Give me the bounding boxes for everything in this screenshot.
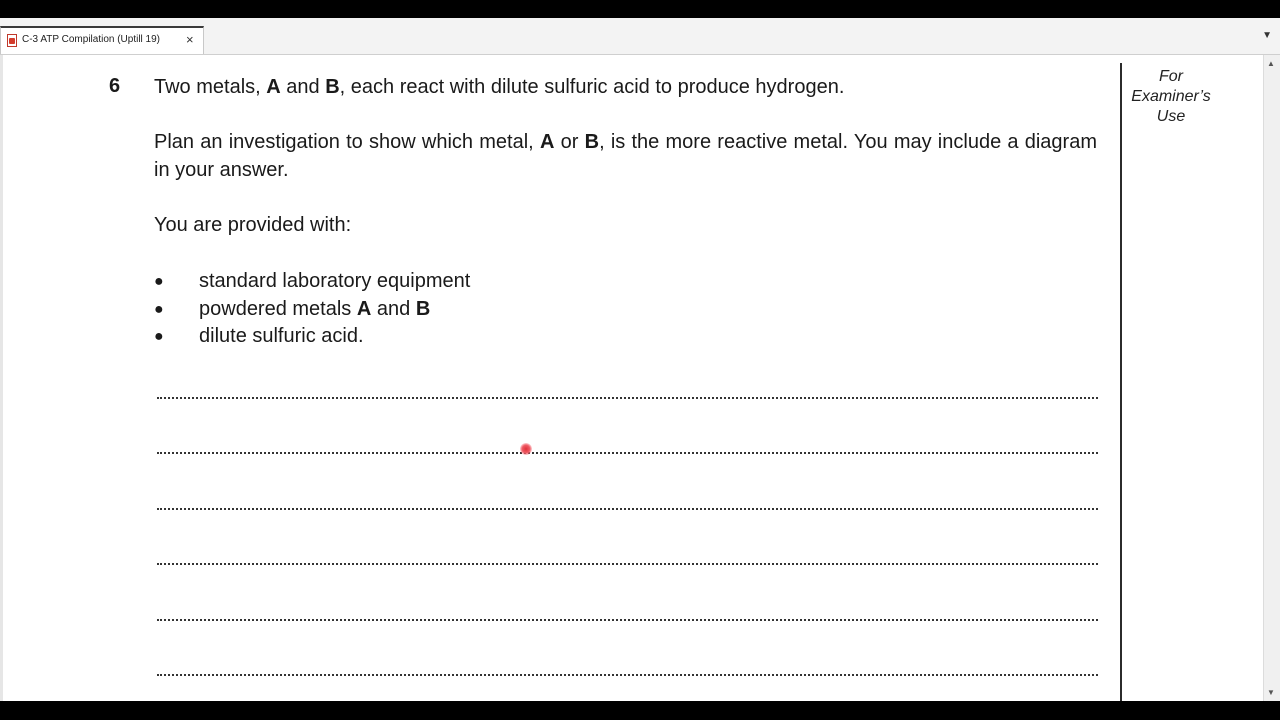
pdf-page	[3, 55, 1263, 701]
question-number: 6	[109, 75, 121, 97]
close-tab-icon[interactable]: ×	[186, 32, 194, 47]
plan-text-2: or	[554, 131, 585, 153]
plan-text-3: , is the more reactive metal. You may include a diagram in your answer.	[154, 131, 1097, 181]
tab-bar	[0, 18, 1280, 55]
list-metal-b: B	[415, 297, 431, 320]
examiner-column-rule	[1120, 63, 1122, 703]
answer-line	[157, 674, 1098, 676]
provided-list	[154, 268, 754, 351]
question-intro	[154, 73, 1097, 101]
intro-text-3: , each react with dilute sulfuric acid to produce hydrogen.	[339, 76, 845, 98]
pdf-file-icon	[7, 34, 17, 47]
question-task	[154, 128, 1097, 184]
list-metal-a: A	[356, 297, 372, 320]
list-text-part: and	[371, 297, 416, 320]
list-item	[154, 268, 754, 296]
answer-line	[157, 508, 1098, 510]
provided-heading: You are provided with:	[154, 214, 352, 236]
intro-text-1: Two metals,	[154, 76, 267, 98]
list-item-text: standard laboratory equipment	[199, 270, 471, 292]
tab-title: C-3 ATP Compilation (Uptill 19)	[22, 34, 161, 45]
answer-line	[157, 452, 1098, 454]
answer-line	[157, 563, 1098, 565]
tab-list-dropdown-icon[interactable]: ▼	[1262, 30, 1272, 41]
list-item-text: dilute sulfuric acid.	[199, 325, 364, 347]
plan-metal-a: A	[539, 131, 555, 153]
bottom-bar	[0, 701, 1280, 720]
metal-a-label: A	[266, 76, 281, 98]
plan-text-1: Plan an investigation to show which metal,	[154, 131, 540, 153]
scroll-up-icon[interactable]: ▲	[1267, 59, 1275, 68]
list-text-part: powdered metals	[199, 297, 357, 320]
plan-metal-b: B	[584, 131, 600, 153]
list-item-text	[199, 296, 430, 324]
bullet-icon: ●	[154, 273, 164, 290]
answer-line	[157, 397, 1098, 399]
examiner-label-line-1: For	[1159, 68, 1183, 85]
list-item	[154, 296, 754, 324]
pointer-highlight-icon	[520, 443, 532, 455]
list-item	[154, 323, 754, 351]
examiner-label-line-2: Examiner’s	[1131, 88, 1211, 105]
vertical-scrollbar[interactable]	[1263, 55, 1280, 701]
intro-text-2: and	[280, 76, 326, 98]
examiner-label-line-3: Use	[1156, 108, 1186, 125]
scroll-down-icon[interactable]: ▼	[1267, 688, 1275, 697]
document-tab[interactable]	[0, 26, 204, 54]
bullet-icon: ●	[154, 328, 164, 345]
metal-b-label: B	[325, 76, 340, 98]
answer-line	[157, 619, 1098, 621]
examiner-use-label	[1121, 67, 1221, 127]
bullet-icon: ●	[154, 300, 164, 318]
